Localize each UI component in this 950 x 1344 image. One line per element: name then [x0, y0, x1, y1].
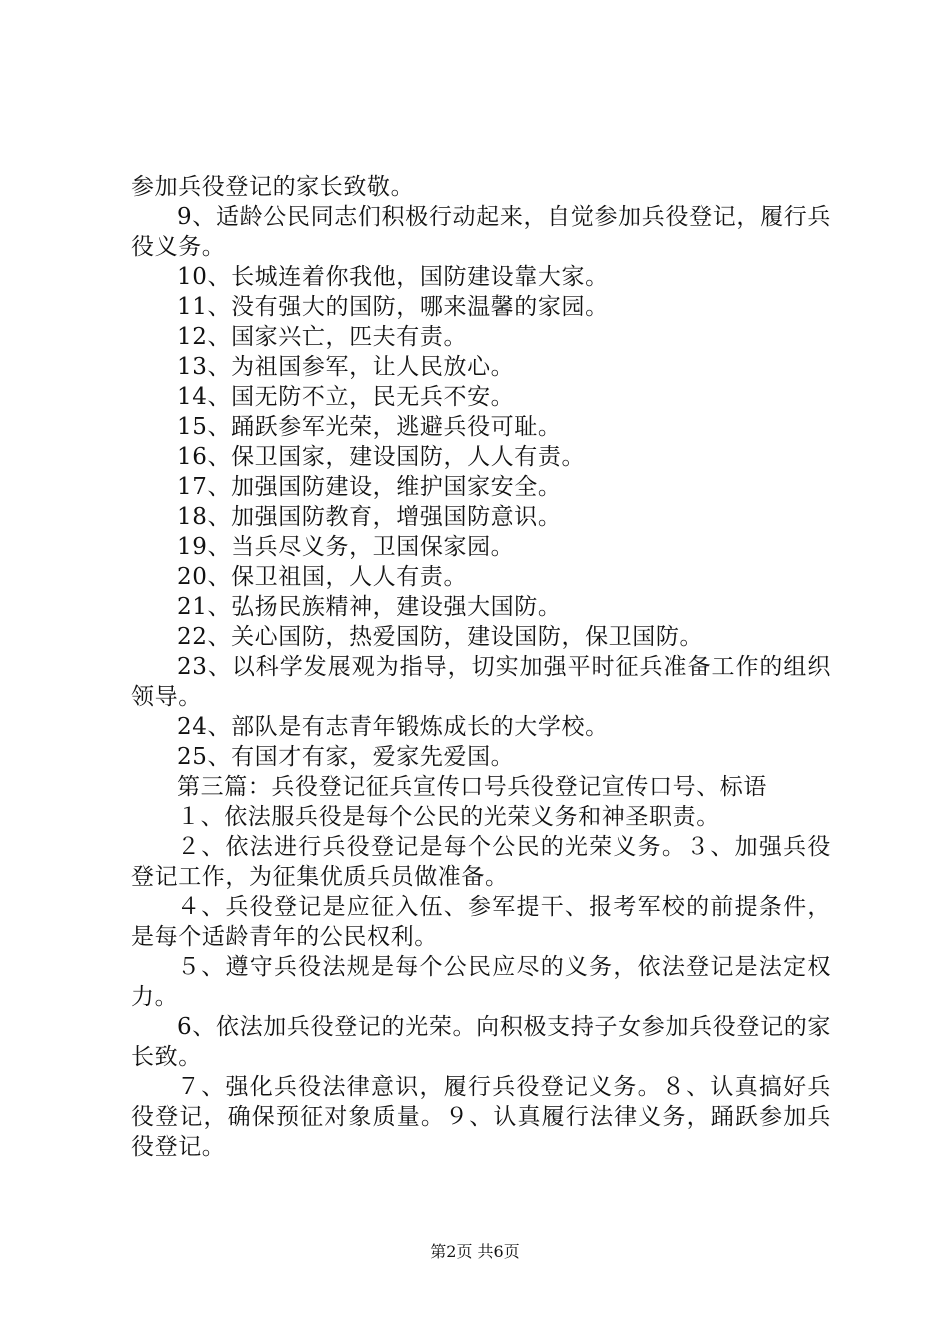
paragraph: 25、有国才有家，爱家先爱国。: [177, 744, 515, 770]
paragraph: 19、当兵尽义务，卫国保家园。: [177, 534, 515, 560]
paragraph: 18、加强国防教育，增强国防意识。: [177, 504, 562, 530]
paragraph: ５、遵守兵役法规是每个公民应尽的义务，依法登记是法定权力。: [131, 954, 831, 1010]
paragraph: １、依法服兵役是每个公民的光荣义务和神圣职责。: [177, 804, 720, 830]
paragraph: 17、加强国防建设，维护国家安全。: [177, 474, 562, 500]
paragraph: 11、没有强大的国防，哪来温馨的家园。: [177, 294, 609, 320]
section-heading: 第三篇：兵役登记征兵宣传口号兵役登记宣传口号、标语: [177, 774, 767, 800]
paragraph: 6、依法加兵役登记的光荣。向积极支持子女参加兵役登记的家长致。: [131, 1014, 831, 1070]
page-number-footer: 第2页 共6页: [430, 1242, 520, 1261]
paragraph: ４、兵役登记是应征入伍、参军提干、报考军校的前提条件，是每个适龄青年的公民权利。: [131, 894, 831, 950]
paragraph: 16、保卫国家，建设国防，人人有责。: [177, 444, 586, 470]
paragraph: 参加兵役登记的家长致敬。: [131, 174, 415, 200]
paragraph: ２、依法进行兵役登记是每个公民的光荣义务。３、加强兵役登记工作，为征集优质兵员做准备。: [131, 834, 831, 890]
paragraph: 22、关心国防，热爱国防，建设国防，保卫国防。: [177, 624, 704, 650]
paragraph: 13、为祖国参军，让人民放心。: [177, 354, 515, 380]
paragraph: 24、部队是有志青年锻炼成长的大学校。: [177, 714, 609, 740]
paragraph: 14、国无防不立，民无兵不安。: [177, 384, 515, 410]
paragraph: 23、以科学发展观为指导，切实加强平时征兵准备工作的组织领导。: [131, 654, 831, 710]
paragraph: 21、弘扬民族精神，建设强大国防。: [177, 594, 562, 620]
paragraph: 10、长城连着你我他，国防建设靠大家。: [177, 264, 609, 290]
paragraph: 20、保卫祖国，人人有责。: [177, 564, 468, 590]
document-body: [131, 172, 831, 1162]
paragraph: ７、强化兵役法律意识，履行兵役登记义务。８、认真搞好兵役登记，确保预征对象质量。９、认真履行法律义务，踊跃参加兵役登记。: [131, 1074, 831, 1160]
paragraph: 15、踊跃参军光荣，逃避兵役可耻。: [177, 414, 562, 440]
paragraph: 9、适龄公民同志们积极行动起来，自觉参加兵役登记，履行兵役义务。: [131, 204, 831, 260]
paragraph: 12、国家兴亡，匹夫有责。: [177, 324, 468, 350]
